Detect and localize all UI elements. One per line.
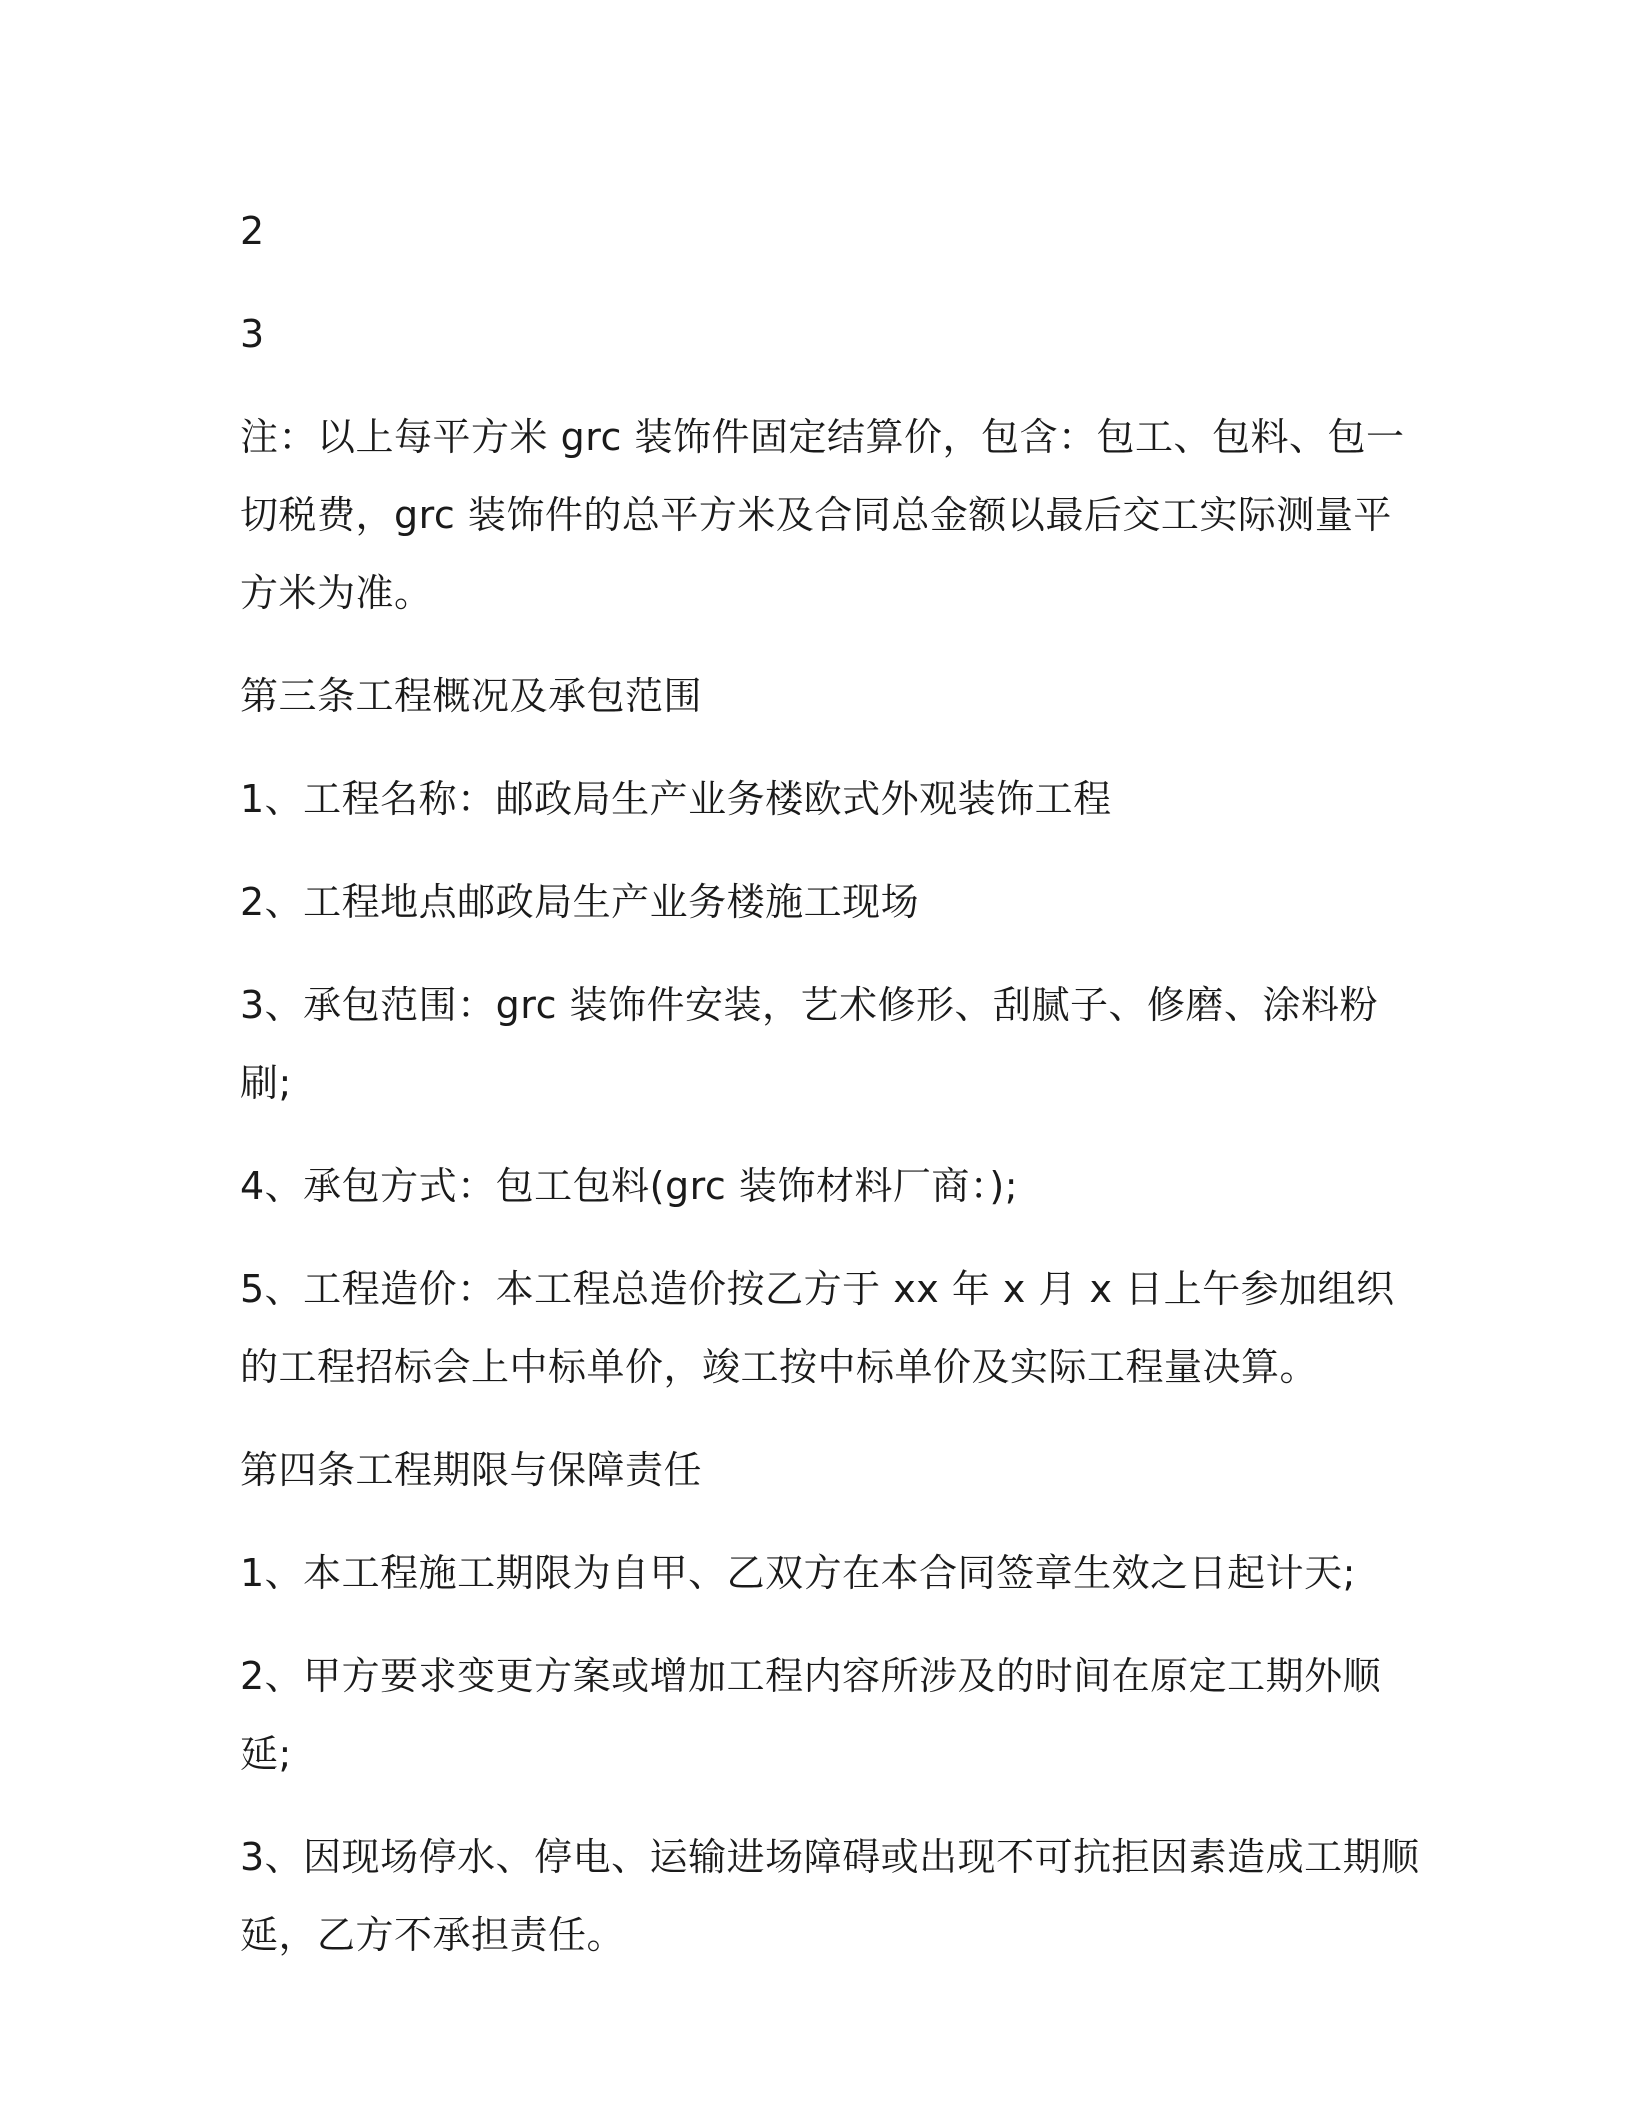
force-majeure-item: 3、因现场停水、停电、运输进场障碍或出现不可抗拒因素造成工期顺延，乙方不承担责任。 <box>240 1835 1420 1957</box>
project-location-item: 2、工程地点邮政局生产业务楼施工现场 <box>240 880 920 924</box>
article-4-heading: 第四条工程期限与保障责任 <box>240 1448 703 1492</box>
list-number-3: 3 <box>240 312 265 356</box>
contract-method-item: 4、承包方式：包工包料(grc 装饰材料厂商：); <box>240 1164 1019 1208</box>
article-3-heading: 第三条工程概况及承包范围 <box>240 674 703 718</box>
document-body <box>240 192 1420 1999</box>
project-name-item: 1、工程名称：邮政局生产业务楼欧式外观装饰工程 <box>240 777 1112 821</box>
contract-scope-item: 3、承包范围：grc 装饰件安装，艺术修形、刮腻子、修磨、涂料粉刷; <box>240 983 1379 1105</box>
project-cost-item: 5、工程造价：本工程总造价按乙方于 xx 年 x 月 x 日上午参加组织的工程招标会上中标单价，竣工按中标单价及实际工程量决算。 <box>240 1267 1395 1389</box>
construction-period-item: 1、本工程施工期限为自甲、乙双方在本合同签章生效之日起计天; <box>240 1551 1356 1595</box>
schedule-extension-item: 2、甲方要求变更方案或增加工程内容所涉及的时间在原定工期外顺延; <box>240 1654 1382 1776</box>
pricing-note: 注：以上每平方米 grc 装饰件固定结算价，包含：包工、包料、包一切税费，grc 装饰件的总平方米及合同总金额以最后交工实际测量平方米为准。 <box>240 415 1405 615</box>
list-number-2: 2 <box>240 209 265 253</box>
